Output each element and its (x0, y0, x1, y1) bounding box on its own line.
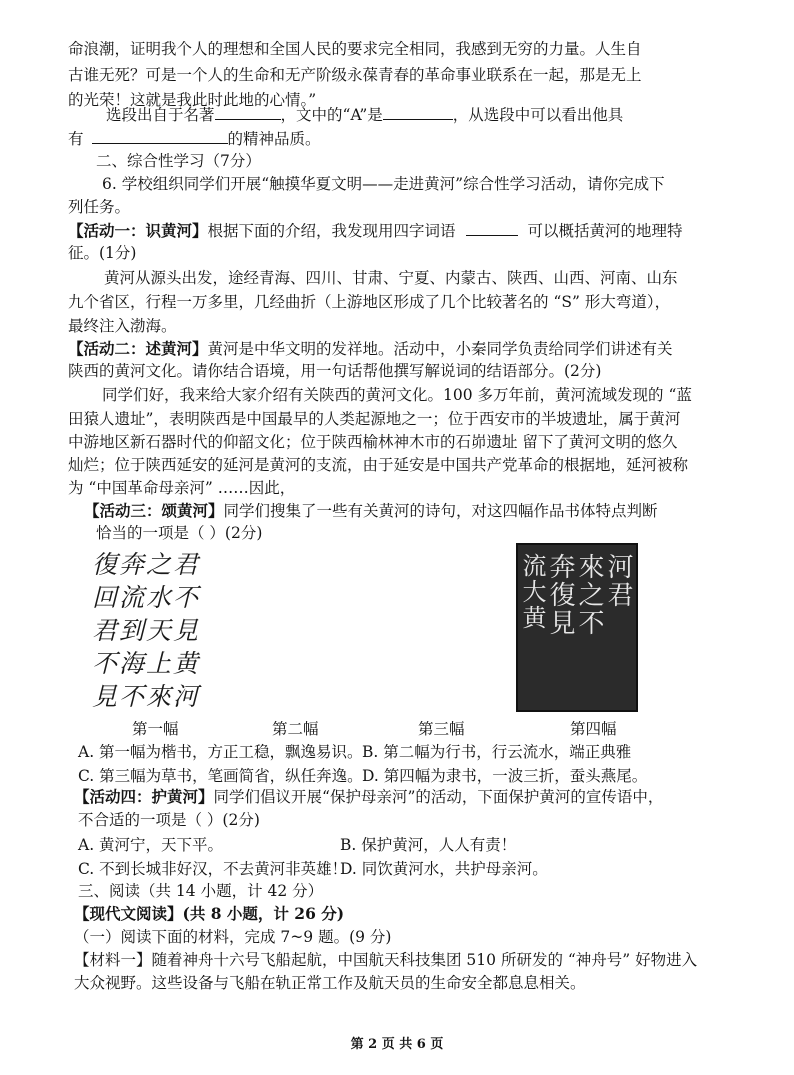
q5-text-5: 的精神品质。 (227, 130, 321, 148)
activity-1-line-1 (68, 219, 768, 242)
work-1-row: 不海上黄 (92, 649, 201, 678)
activity-4-option-d[interactable]: D. 同饮黄河水，共护母亲河。 (340, 860, 548, 878)
activity-4-line-2: 不合适的一项是（ ）(2分) (78, 811, 260, 829)
section-2-heading: 二、综合性学习（7分） (96, 152, 261, 170)
page-number-footer: 第 2 页 共 6 页 (350, 1037, 444, 1052)
activity-2-text: 黄河是中华文明的发祥地。活动中，小秦同学负责给同学们讲述有关 (207, 340, 673, 358)
passage-line-2: 古谁无死？可是一个人的生命和无产阶级永葆青春的革命事业联系在一起，那是无上 (68, 66, 642, 84)
caption-work-3: 第三幅 (418, 720, 465, 738)
passage-line-1: 命浪潮，证明我个人的理想和全国人民的要求完全相同，我感到无穷的力量。人生自 (68, 40, 642, 58)
activity-4-label: 【活动四：护黄河】 (74, 787, 214, 806)
material-1-line-2: 大众视野。这些设备与飞船在轨正常工作及航天员的生命安全都息息相关。 (74, 974, 586, 992)
activity-2-label: 【活动二：述黄河】 (68, 339, 208, 358)
q5-text-3: ，从选段中可以看出他具 (452, 106, 624, 124)
q5-text-1: 选段出自于名著 (106, 106, 215, 124)
section-3-heading: 三、阅读（共 14 小题，计 42 分） (78, 882, 324, 900)
activity-3-option-c[interactable]: C. 第三幅为草书，笔画简省，纵任奔逸。 (78, 767, 363, 785)
work-1-row: 君到天見 (92, 616, 201, 645)
caption-work-1: 第一幅 (132, 720, 179, 738)
activity-1-text-b: 可以概括黄河的地理特 (527, 222, 683, 240)
calligraphy-work-1 (92, 548, 232, 713)
activity-4-text: 同学们倡议开展“保护母亲河”的活动，下面保护黄河的宣传语中， (213, 788, 664, 806)
activity-1-blank[interactable] (466, 219, 518, 236)
q5-line-2 (68, 127, 768, 150)
activity-3-line-1 (84, 500, 784, 522)
work-1-row: 回流水不 (92, 583, 201, 612)
activity-3-text: 同学们搜集了一些有关黄河的诗句，对这四幅作品书体特点判断 (223, 502, 658, 520)
q5-blank-book[interactable] (215, 103, 281, 120)
activity-2-speech-1: 同学们好，我来给大家介绍有关陕西的黄河文化。100 多万年前，黄河流域发现的 “蓝 (102, 386, 692, 404)
activity-2-speech-4: 灿烂；位于陕西延安的延河是黄河的支流，由于延安是中国共产党革命的根据地，延河被称 (68, 456, 689, 474)
activity-4-option-c[interactable]: C. 不到长城非好汉，不去黄河非英雄！ (78, 860, 348, 878)
q5-blank-a[interactable] (383, 103, 453, 120)
activity-3-option-a[interactable]: A. 第一幅为楷书，方正工稳，飘逸易识。 (78, 743, 363, 761)
activity-1-text-a: 根据下面的介绍，我发现用四字词语 (207, 222, 456, 240)
calligraphy-work-4-rubbing (516, 543, 638, 712)
activity-2-speech-3: 中游地区新石器时代的仰韶文化；位于陕西榆林神木市的石峁遗址 留下了黄河文明的悠久 (68, 433, 678, 451)
activity-4-option-b[interactable]: B. 保护黄河，人人有责！ (340, 836, 517, 854)
caption-work-2: 第二幅 (272, 720, 319, 738)
work-1-row: 見不來河 (92, 682, 201, 711)
q5-text-2: ，文中的“A”是 (280, 106, 383, 124)
activity-3-option-d[interactable]: D. 第四幅为隶书，一波三折，蚕头燕尾。 (362, 767, 648, 785)
q6-line-1: 6. 学校组织同学们开展“触摸华夏文明——走进黄河”综合性学习活动，请你完成下 (102, 175, 665, 193)
q5-line-1 (72, 103, 772, 126)
activity-4-line-1 (74, 786, 774, 808)
work-4-column: 來之不 (574, 553, 604, 637)
activity-3-option-b[interactable]: B. 第二幅为行书，行云流水，端正典雅 (362, 743, 632, 761)
work-1-row: 復奔之君 (92, 550, 201, 579)
activity-1-material-3: 最终注入渤海。 (68, 317, 177, 335)
q5-text-4: 有 (68, 130, 84, 148)
activity-2-speech-2: 田猿人遗址”，表明陕西是中国最早的人类起源地之一；位于西安市的半坡遗址，属于黄河 (68, 410, 681, 428)
work-4-column: 河君 (603, 553, 633, 609)
activity-3-line-2: 恰当的一项是（ ）(2分) (96, 524, 263, 542)
work-4-column: 流大黄 (518, 553, 546, 631)
activity-4-option-a[interactable]: A. 黄河宁，天下平。 (78, 836, 224, 854)
caption-work-4: 第四幅 (570, 720, 617, 738)
activity-1-material-1: 黄河从源头出发，途经青海、四川、甘肃、宁夏、内蒙古、陕西、山西、河南、山东 (104, 269, 678, 287)
q6-line-2: 列任务。 (68, 198, 131, 216)
activity-2-line-2: 陕西的黄河文化。请你结合语境，用一句话帮他撰写解说词的结语部分。(2分) (68, 362, 602, 380)
activity-1-material-2: 九个省区，行程一万多里，几经曲折（上游地区形成了几个比较著名的 “S” 形大弯道）， (68, 293, 671, 311)
activity-1-line-2: 征。(1分) (68, 244, 137, 262)
passage-line-3: 的光荣！这就是我此时此地的心情。” (68, 91, 317, 109)
work-4-column: 奔復見 (545, 553, 575, 637)
activity-3-label: 【活动三：颂黄河】 (84, 501, 224, 520)
activity-1-label: 【活动一：识黄河】 (68, 221, 208, 240)
modern-reading-heading: 【现代文阅读】(共 8 小题，计 26 分) (74, 904, 345, 923)
subsection-1-heading: （一）阅读下面的材料，完成 7~9 题。(9 分) (74, 928, 392, 946)
material-1-line-1: 【材料一】随着神舟十六号飞船起航，中国航天科技集团 510 所研发的 “神舟号” 好物进入 (74, 951, 698, 969)
activity-2-line-1 (68, 338, 768, 360)
q5-blank-quality[interactable] (92, 127, 228, 144)
activity-2-speech-5: 为 “中国革命母亲河” ……因此， (68, 479, 296, 497)
